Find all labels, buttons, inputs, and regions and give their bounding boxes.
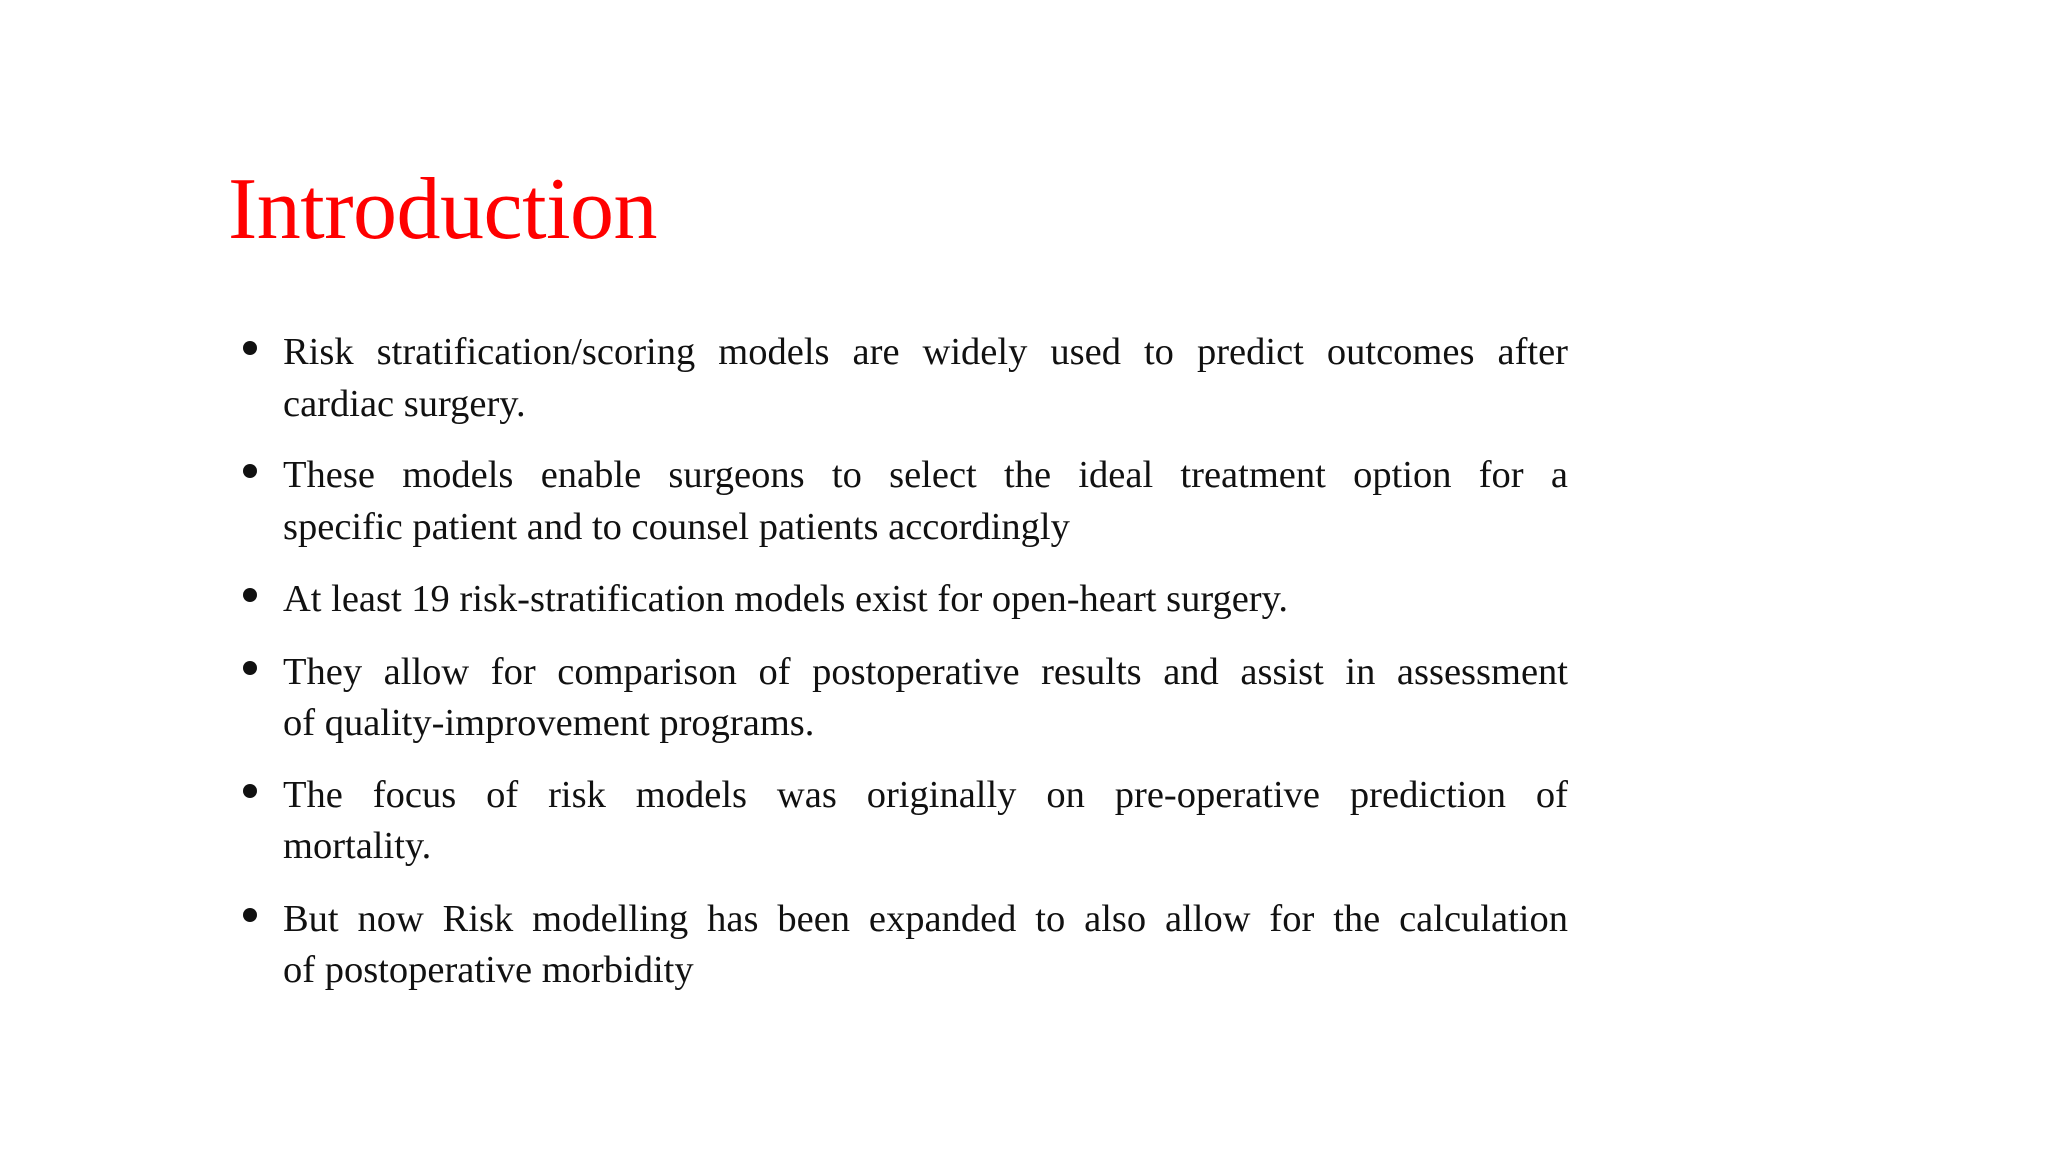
bullet-dot-icon (243, 908, 257, 922)
bullet-line: The focus of risk models was originally on pre-operative prediction of (283, 774, 1568, 816)
bullet-line: Risk stratification/scoring models are widely used to predict outcomes after (283, 331, 1568, 373)
bullet-dot-icon (243, 661, 257, 675)
bullet-line: cardiac surgery. (283, 383, 526, 425)
slide-title: Introduction (228, 161, 658, 258)
bullet-dot-icon (243, 464, 257, 478)
bullet-dot-icon (243, 784, 257, 798)
bullet-dot-icon (243, 341, 257, 355)
bullet-line: of quality-improvement programs. (283, 702, 815, 744)
bullet-line: These models enable surgeons to select the ideal treatment option for a (283, 454, 1568, 496)
bullet-line: mortality. (283, 825, 432, 867)
bullet-dot-icon (243, 588, 257, 602)
bullet-line: of postoperative morbidity (283, 949, 694, 991)
bullet-line: At least 19 risk-stratification models exist for open-heart surgery. (283, 578, 1289, 620)
bullet-line: But now Risk modelling has been expanded to also allow for the calculation (283, 898, 1568, 940)
bullet-line: specific patient and to counsel patients accordingly (283, 506, 1070, 548)
bullet-line: They allow for comparison of postoperative results and assist in assessment (283, 651, 1568, 693)
